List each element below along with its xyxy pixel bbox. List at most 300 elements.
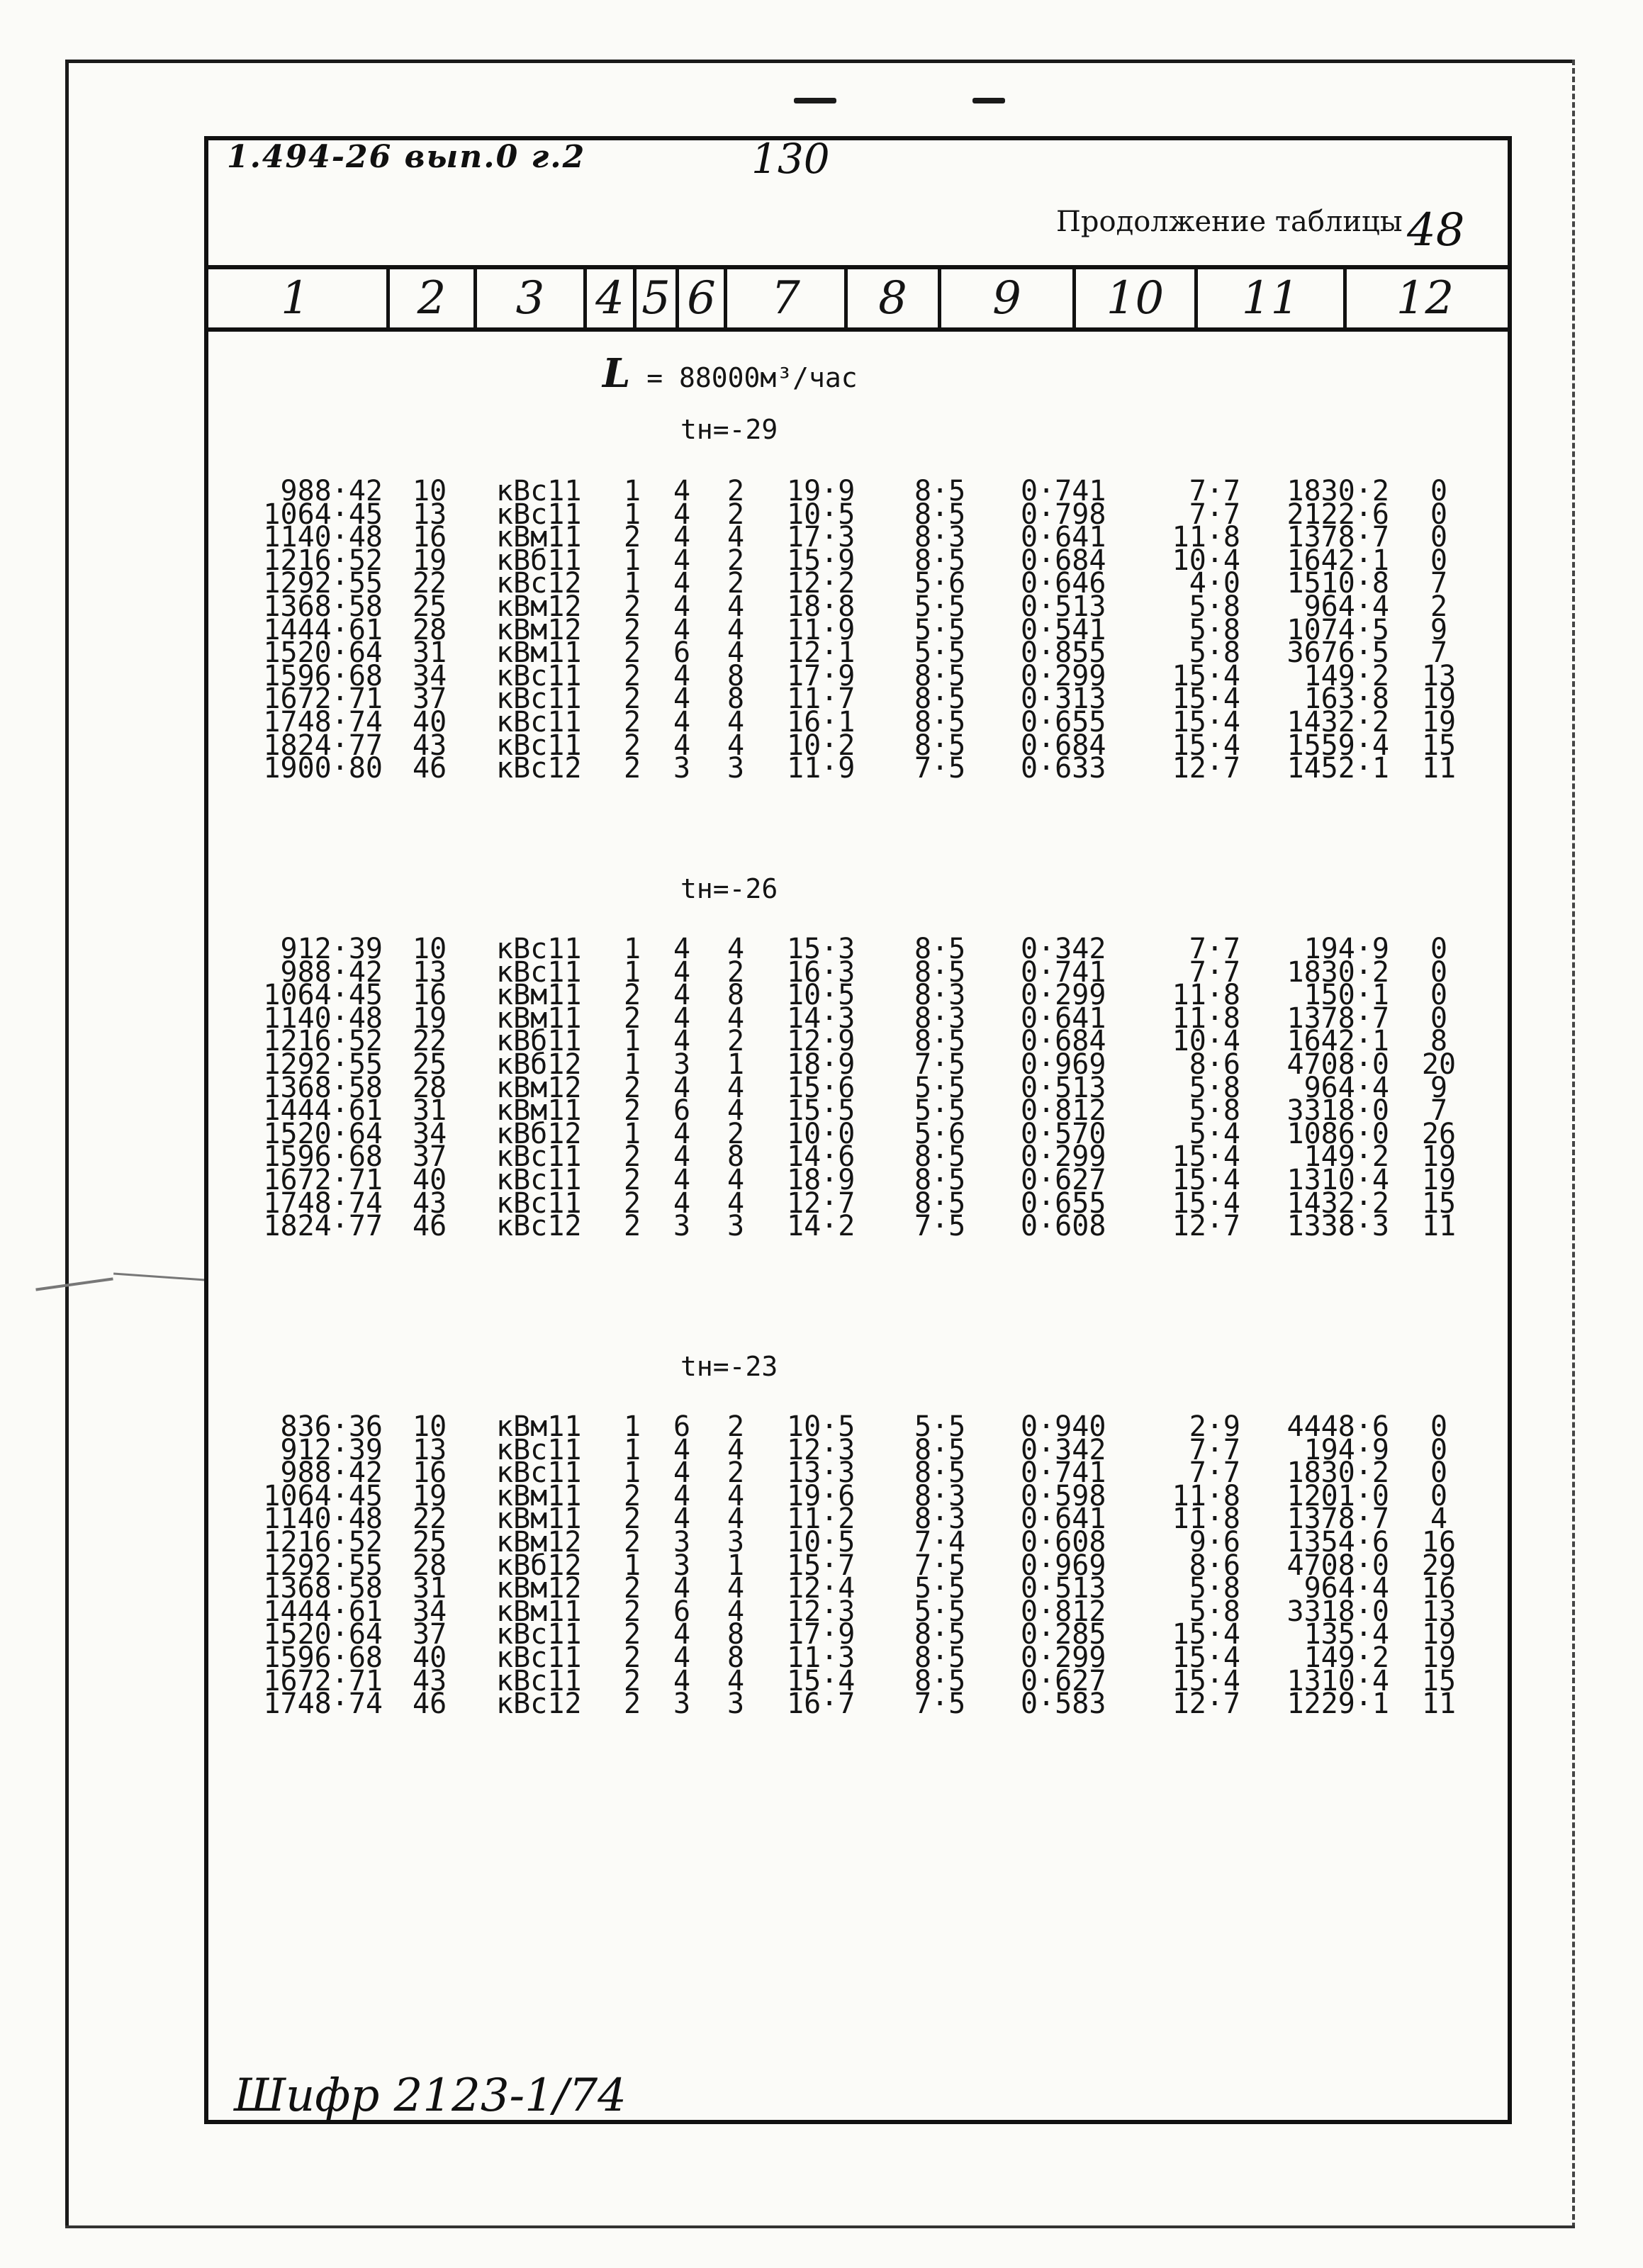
table-cell-col-10: 11·8 xyxy=(1172,1001,1240,1035)
table-cell-col-11: 1074·5 xyxy=(1286,613,1389,646)
table-cell-col-6: 4 xyxy=(727,1094,745,1128)
table-cell-col-5: 4 xyxy=(673,1456,691,1490)
table-cell-col-8: 8·5 xyxy=(914,498,966,531)
table-cell-col-10: 7·7 xyxy=(1189,498,1240,531)
table-cell-col-11: 1378·7 xyxy=(1286,521,1389,554)
table-cell-col-10: 12·7 xyxy=(1172,752,1240,785)
table-cell-col-12: 0 xyxy=(1430,1433,1448,1466)
table-cell-col-7: 13·3 xyxy=(787,1456,856,1490)
table-cell-col-9: 0·855 xyxy=(1021,636,1106,670)
table-cell-col-10: 11·8 xyxy=(1172,1479,1240,1512)
table-cell-col-2: 43 xyxy=(413,729,447,762)
table-cell-col-3: кВс11 xyxy=(496,1164,582,1196)
table-cell-col-7: 11·3 xyxy=(787,1641,856,1674)
table-cell-col-4: 1 xyxy=(623,1549,641,1582)
table-cell-col-10: 5·8 xyxy=(1189,1071,1240,1104)
table-cell-col-6: 2 xyxy=(727,1025,745,1058)
table-cell-col-6: 8 xyxy=(727,1641,745,1674)
table-cell-col-5: 4 xyxy=(673,1117,691,1150)
table-cell-col-8: 8·5 xyxy=(914,1164,966,1196)
table-cell-col-10: 12·7 xyxy=(1172,1210,1240,1243)
table-cell-col-11: 1642·1 xyxy=(1286,1025,1389,1058)
table-cell-col-3: кВс11 xyxy=(496,475,582,507)
table-cell-col-6: 1 xyxy=(727,1048,745,1081)
column-header: 9 xyxy=(941,269,1076,327)
table-cell-col-9: 0·641 xyxy=(1021,1503,1106,1536)
table-cell-col-1: 1824·77 xyxy=(263,729,383,762)
top-dash-mark xyxy=(794,98,836,103)
table-cell-col-5: 4 xyxy=(673,1186,691,1220)
table-cell-col-11: 1378·7 xyxy=(1286,1503,1389,1536)
table-cell-col-1: 1140·48 xyxy=(263,1503,383,1536)
table-cell-col-11: 3318·0 xyxy=(1286,1595,1389,1628)
table-cell-col-7: 19·6 xyxy=(787,1479,856,1512)
table-cell-col-6: 3 xyxy=(727,752,745,785)
table-cell-col-2: 28 xyxy=(413,613,447,646)
table-cell-col-11: 1086·0 xyxy=(1286,1117,1389,1150)
table-cell-col-11: 1452·1 xyxy=(1286,752,1389,785)
table-cell-col-11: 149·2 xyxy=(1303,1641,1389,1674)
table-cell-col-8: 8·5 xyxy=(914,475,966,507)
table-cell-col-6: 4 xyxy=(727,1503,745,1536)
table-cell-col-5: 4 xyxy=(673,1618,691,1651)
table-cell-col-10: 8·6 xyxy=(1189,1549,1240,1582)
table-cell-col-8: 8·5 xyxy=(914,706,966,739)
table-cell-col-11: 1830·2 xyxy=(1286,1456,1389,1490)
table-cell-col-12: 15 xyxy=(1421,729,1457,762)
table-cell-col-2: 25 xyxy=(413,1526,447,1559)
table-cell-col-10: 5·8 xyxy=(1189,1094,1240,1128)
table-cell-col-10: 11·8 xyxy=(1172,521,1240,554)
table-cell-col-7: 10·2 xyxy=(787,729,856,762)
table-cell-col-2: 40 xyxy=(413,1164,447,1196)
table-cell-col-9: 0·513 xyxy=(1021,1071,1106,1104)
table-cell-col-6: 4 xyxy=(727,1433,745,1466)
table-cell-col-11: 163·8 xyxy=(1303,683,1389,716)
table-cell-col-11: 1432·2 xyxy=(1286,1186,1389,1220)
table-cell-col-7: 15·6 xyxy=(787,1071,856,1104)
table-cell-col-10: 5·8 xyxy=(1189,590,1240,623)
table-cell-col-2: 22 xyxy=(413,567,447,600)
table-cell-col-3: кВм12 xyxy=(496,590,582,623)
table-cell-col-8: 8·5 xyxy=(914,1664,966,1697)
table-cell-col-3: кВс11 xyxy=(496,683,582,716)
table-cell-col-6: 3 xyxy=(727,1688,745,1721)
table-cell-col-12: 0 xyxy=(1430,1001,1448,1035)
table-cell-col-12: 0 xyxy=(1430,1479,1448,1512)
table-cell-col-2: 25 xyxy=(413,1048,447,1081)
table-cell-col-5: 4 xyxy=(673,1140,691,1174)
table-cell-col-11: 1830·2 xyxy=(1286,475,1389,507)
table-cell-col-7: 11·7 xyxy=(787,683,856,716)
table-cell-col-1: 912·39 xyxy=(280,933,383,965)
table-cell-col-12: 0 xyxy=(1430,498,1448,531)
table-cell-col-5: 4 xyxy=(673,475,691,507)
table-cell-col-6: 8 xyxy=(727,659,745,692)
table-cell-col-7: 15·3 xyxy=(787,933,856,965)
table-cell-col-9: 0·684 xyxy=(1021,544,1106,577)
table-cell-col-4: 1 xyxy=(623,955,641,989)
outer-frame-bottom-edge xyxy=(65,2225,1575,2228)
table-cell-col-1: 1520·64 xyxy=(263,1117,383,1150)
table-cell-col-10: 8·6 xyxy=(1189,1048,1240,1081)
table-cell-col-10: 15·4 xyxy=(1172,659,1240,692)
table-cell-col-10: 15·4 xyxy=(1172,1164,1240,1196)
table-cell-col-10: 10·4 xyxy=(1172,544,1240,577)
table-cell-col-10: 15·4 xyxy=(1172,1186,1240,1220)
column-header: 2 xyxy=(390,269,477,327)
table-cell-col-7: 18·8 xyxy=(787,590,856,623)
table-cell-col-6: 4 xyxy=(727,590,745,623)
table-cell-col-2: 37 xyxy=(413,1140,447,1174)
table-cell-col-9: 0·684 xyxy=(1021,729,1106,762)
table-cell-col-12: 0 xyxy=(1430,1410,1448,1443)
table-cell-col-1: 1368·58 xyxy=(263,1572,383,1605)
table-cell-col-4: 1 xyxy=(623,933,641,965)
table-cell-col-8: 8·5 xyxy=(914,1433,966,1466)
table-cell-col-4: 1 xyxy=(623,1433,641,1466)
flow-symbol: L xyxy=(602,350,631,397)
table-cell-col-6: 4 xyxy=(727,521,745,554)
table-cell-col-8: 8·5 xyxy=(914,1186,966,1220)
table-cell-col-1: 1748·74 xyxy=(263,1688,383,1721)
table-cell-col-7: 15·9 xyxy=(787,544,856,577)
table-cell-col-4: 1 xyxy=(623,1025,641,1058)
table-cell-col-5: 3 xyxy=(673,1549,691,1582)
table-cell-col-7: 12·7 xyxy=(787,1186,856,1220)
table-cell-col-8: 7·5 xyxy=(914,1549,966,1582)
table-cell-col-11: 1338·3 xyxy=(1286,1210,1389,1243)
table-cell-col-9: 0·641 xyxy=(1021,521,1106,554)
table-cell-col-3: кВс11 xyxy=(496,933,582,965)
table-cell-col-4: 2 xyxy=(623,1664,641,1697)
table-cell-col-4: 2 xyxy=(623,1140,641,1174)
table-cell-col-2: 16 xyxy=(413,979,447,1012)
table-cell-col-6: 2 xyxy=(727,475,745,507)
table-cell-col-12: 7 xyxy=(1430,636,1448,670)
table-cell-col-11: 1201·0 xyxy=(1286,1479,1389,1512)
table-cell-col-4: 2 xyxy=(623,659,641,692)
table-cell-col-1: 1140·48 xyxy=(263,1001,383,1035)
table-cell-col-3: кВм11 xyxy=(496,1094,582,1128)
table-cell-col-2: 13 xyxy=(413,955,447,989)
table-cell-col-12: 11 xyxy=(1421,752,1457,785)
table-cell-col-4: 2 xyxy=(623,1503,641,1536)
column-header: 4 xyxy=(587,269,637,327)
table-cell-col-4: 2 xyxy=(623,1210,641,1243)
table-cell-col-3: кВс11 xyxy=(496,1140,582,1174)
table-cell-col-1: 1216·52 xyxy=(263,1526,383,1559)
table-cell-col-7: 11·9 xyxy=(787,752,856,785)
table-cell-col-4: 2 xyxy=(623,752,641,785)
table-cell-col-5: 4 xyxy=(673,1025,691,1058)
table-cell-col-9: 0·741 xyxy=(1021,1456,1106,1490)
table-cell-col-6: 4 xyxy=(727,1572,745,1605)
table-cell-col-5: 4 xyxy=(673,1001,691,1035)
table-cell-col-1: 1444·61 xyxy=(263,1094,383,1128)
table-cell-col-4: 1 xyxy=(623,1048,641,1081)
table-cell-col-4: 2 xyxy=(623,613,641,646)
table-cell-col-3: кВм11 xyxy=(496,1479,582,1512)
table-row xyxy=(0,1688,1643,1721)
table-cell-col-12: 0 xyxy=(1430,544,1448,577)
table-cell-col-11: 1510·8 xyxy=(1286,567,1389,600)
section-title: tн=-23 xyxy=(680,1351,778,1382)
table-cell-col-5: 4 xyxy=(673,498,691,531)
table-cell-col-10: 5·8 xyxy=(1189,1595,1240,1628)
table-cell-col-1: 912·39 xyxy=(280,1433,383,1466)
table-cell-col-3: кВс11 xyxy=(496,955,582,989)
table-cell-col-1: 1900·80 xyxy=(263,752,383,785)
table-cell-col-1: 1520·64 xyxy=(263,636,383,670)
table-cell-col-6: 4 xyxy=(727,933,745,965)
column-header: 10 xyxy=(1076,269,1198,327)
table-cell-col-11: 4708·0 xyxy=(1286,1048,1389,1081)
table-cell-col-1: 1140·48 xyxy=(263,521,383,554)
table-cell-col-8: 7·5 xyxy=(914,1210,966,1243)
table-cell-col-1: 1520·64 xyxy=(263,1618,383,1651)
table-cell-col-1: 1444·61 xyxy=(263,613,383,646)
table-cell-col-8: 5·6 xyxy=(914,1117,966,1150)
table-cell-col-6: 8 xyxy=(727,1618,745,1651)
table-cell-col-3: кВм12 xyxy=(496,613,582,646)
table-cell-col-8: 8·5 xyxy=(914,1140,966,1174)
table-cell-col-2: 46 xyxy=(413,1210,447,1243)
table-cell-col-9: 0·741 xyxy=(1021,475,1106,507)
table-cell-col-6: 4 xyxy=(727,729,745,762)
table-cell-col-10: 15·4 xyxy=(1172,1664,1240,1697)
table-cell-col-7: 10·5 xyxy=(787,1526,856,1559)
table-cell-col-10: 11·8 xyxy=(1172,1503,1240,1536)
table-cell-col-7: 12·3 xyxy=(787,1595,856,1628)
table-cell-col-9: 0·969 xyxy=(1021,1048,1106,1081)
table-cell-col-3: кВс12 xyxy=(496,752,582,785)
table-cell-col-1: 1292·55 xyxy=(263,1549,383,1582)
table-cell-col-12: 19 xyxy=(1421,683,1457,716)
table-cell-col-6: 2 xyxy=(727,955,745,989)
table-cell-col-2: 34 xyxy=(413,1595,447,1628)
table-cell-col-11: 1229·1 xyxy=(1286,1688,1389,1721)
table-row xyxy=(0,1210,1643,1243)
table-cell-col-7: 17·9 xyxy=(787,659,856,692)
table-cell-col-7: 12·2 xyxy=(787,567,856,600)
table-cell-col-4: 1 xyxy=(623,567,641,600)
table-cell-col-5: 4 xyxy=(673,706,691,739)
table-cell-col-10: 7·7 xyxy=(1189,933,1240,965)
table-cell-col-1: 1444·61 xyxy=(263,1595,383,1628)
table-cell-col-9: 0·342 xyxy=(1021,933,1106,965)
table-cell-col-12: 0 xyxy=(1430,521,1448,554)
table-cell-col-8: 8·5 xyxy=(914,1618,966,1651)
table-cell-col-1: 1596·68 xyxy=(263,1641,383,1674)
table-cell-col-10: 5·4 xyxy=(1189,1117,1240,1150)
table-cell-col-12: 9 xyxy=(1430,613,1448,646)
column-header-row xyxy=(204,265,1512,332)
table-cell-col-8: 5·5 xyxy=(914,1410,966,1443)
table-cell-col-2: 34 xyxy=(413,1117,447,1150)
table-cell-col-4: 2 xyxy=(623,1001,641,1035)
table-cell-col-2: 13 xyxy=(413,1433,447,1466)
table-cell-col-12: 19 xyxy=(1421,1164,1457,1196)
table-cell-col-2: 28 xyxy=(413,1549,447,1582)
table-cell-col-8: 8·3 xyxy=(914,521,966,554)
table-cell-col-12: 19 xyxy=(1421,1618,1457,1651)
table-cell-col-1: 1216·52 xyxy=(263,1025,383,1058)
table-cell-col-3: кВм12 xyxy=(496,1071,582,1104)
table-cell-col-12: 16 xyxy=(1421,1572,1457,1605)
table-cell-col-3: кВс11 xyxy=(496,498,582,531)
table-cell-col-4: 1 xyxy=(623,1410,641,1443)
table-cell-col-3: кВм11 xyxy=(496,521,582,554)
table-cell-col-5: 4 xyxy=(673,683,691,716)
table-cell-col-3: кВб12 xyxy=(496,1048,582,1081)
table-cell-col-8: 5·5 xyxy=(914,1071,966,1104)
table-cell-col-9: 0·641 xyxy=(1021,1001,1106,1035)
table-cell-col-6: 2 xyxy=(727,498,745,531)
table-cell-col-7: 15·5 xyxy=(787,1094,856,1128)
table-cell-col-2: 31 xyxy=(413,1094,447,1128)
table-cell-col-6: 4 xyxy=(727,636,745,670)
table-cell-col-4: 2 xyxy=(623,1595,641,1628)
table-cell-col-7: 11·2 xyxy=(787,1503,856,1536)
table-cell-col-6: 2 xyxy=(727,544,745,577)
table-cell-col-3: кВм11 xyxy=(496,1503,582,1536)
table-cell-col-8: 5·5 xyxy=(914,1572,966,1605)
column-header: 6 xyxy=(679,269,727,327)
table-cell-col-9: 0·513 xyxy=(1021,1572,1106,1605)
table-cell-col-10: 5·8 xyxy=(1189,1572,1240,1605)
table-cell-col-1: 1216·52 xyxy=(263,544,383,577)
table-cell-col-9: 0·541 xyxy=(1021,613,1106,646)
table-cell-col-8: 8·3 xyxy=(914,979,966,1012)
table-cell-col-10: 5·8 xyxy=(1189,636,1240,670)
table-cell-col-8: 5·5 xyxy=(914,1595,966,1628)
table-cell-col-12: 8 xyxy=(1430,1025,1448,1058)
table-cell-col-9: 0·646 xyxy=(1021,567,1106,600)
table-cell-col-11: 135·4 xyxy=(1303,1618,1389,1651)
table-cell-col-1: 1672·71 xyxy=(263,1164,383,1196)
table-cell-col-8: 8·5 xyxy=(914,933,966,965)
table-cell-col-9: 0·342 xyxy=(1021,1433,1106,1466)
table-cell-col-7: 10·5 xyxy=(787,979,856,1012)
table-cell-col-8: 5·5 xyxy=(914,590,966,623)
table-cell-col-5: 3 xyxy=(673,1048,691,1081)
table-cell-col-7: 15·4 xyxy=(787,1664,856,1697)
table-cell-col-6: 8 xyxy=(727,979,745,1012)
table-cell-col-9: 0·570 xyxy=(1021,1117,1106,1150)
table-cell-col-9: 0·513 xyxy=(1021,590,1106,623)
table-cell-col-6: 2 xyxy=(727,1410,745,1443)
table-cell-col-10: 12·7 xyxy=(1172,1688,1240,1721)
table-cell-col-6: 4 xyxy=(727,1479,745,1512)
table-cell-col-12: 0 xyxy=(1430,475,1448,507)
column-header: 3 xyxy=(477,269,587,327)
table-cell-col-8: 8·3 xyxy=(914,1001,966,1035)
table-cell-col-4: 2 xyxy=(623,729,641,762)
table-cell-col-12: 11 xyxy=(1421,1688,1457,1721)
table-cell-col-4: 2 xyxy=(623,1641,641,1674)
table-cell-col-4: 2 xyxy=(623,683,641,716)
table-cell-col-4: 2 xyxy=(623,1071,641,1104)
table-cell-col-2: 28 xyxy=(413,1071,447,1104)
table-cell-col-12: 9 xyxy=(1430,1071,1448,1104)
table-cell-col-5: 4 xyxy=(673,1071,691,1104)
table-cell-col-1: 1292·55 xyxy=(263,567,383,600)
table-cell-col-7: 10·0 xyxy=(787,1117,856,1150)
table-cell-col-3: кВб12 xyxy=(496,1117,582,1150)
flow-rate-line xyxy=(602,350,858,397)
table-cell-col-2: 43 xyxy=(413,1186,447,1220)
table-cell-col-3: кВм11 xyxy=(496,636,582,670)
table-cell-col-2: 37 xyxy=(413,683,447,716)
table-cell-col-6: 4 xyxy=(727,1164,745,1196)
table-cell-col-7: 11·9 xyxy=(787,613,856,646)
top-dash-mark xyxy=(972,98,1005,103)
table-cell-col-5: 4 xyxy=(673,729,691,762)
table-cell-col-3: кВм11 xyxy=(496,979,582,1012)
table-cell-col-3: кВм11 xyxy=(496,1001,582,1035)
cipher-code: Шифр 2123-1/74 xyxy=(234,2070,627,2122)
column-header: 7 xyxy=(727,269,848,327)
table-cell-col-6: 3 xyxy=(727,1210,745,1243)
table-cell-col-4: 2 xyxy=(623,1618,641,1651)
table-cell-col-7: 12·3 xyxy=(787,1433,856,1466)
table-cell-col-5: 4 xyxy=(673,1572,691,1605)
table-cell-col-3: кВм12 xyxy=(496,1526,582,1559)
table-cell-col-10: 9·6 xyxy=(1189,1526,1240,1559)
table-cell-col-4: 2 xyxy=(623,1572,641,1605)
table-cell-col-12: 15 xyxy=(1421,1186,1457,1220)
table-cell-col-11: 4708·0 xyxy=(1286,1549,1389,1582)
table-cell-col-4: 1 xyxy=(623,544,641,577)
table-cell-col-11: 3318·0 xyxy=(1286,1094,1389,1128)
table-cell-col-5: 3 xyxy=(673,752,691,785)
table-cell-col-12: 15 xyxy=(1421,1664,1457,1697)
table-cell-col-9: 0·598 xyxy=(1021,1479,1106,1512)
table-cell-col-1: 1748·74 xyxy=(263,706,383,739)
table-cell-col-1: 836·36 xyxy=(280,1410,383,1443)
table-cell-col-6: 2 xyxy=(727,1117,745,1150)
table-cell-col-11: 1559·4 xyxy=(1286,729,1389,762)
continuation-label: Продолжение таблицы xyxy=(1056,206,1403,238)
table-cell-col-5: 4 xyxy=(673,1503,691,1536)
table-cell-col-4: 2 xyxy=(623,979,641,1012)
table-cell-col-3: кВс12 xyxy=(496,1688,582,1721)
table-cell-col-2: 46 xyxy=(413,752,447,785)
table-cell-col-7: 10·5 xyxy=(787,1410,856,1443)
table-cell-col-11: 2122·6 xyxy=(1286,498,1389,531)
table-cell-col-5: 4 xyxy=(673,1641,691,1674)
table-cell-col-2: 16 xyxy=(413,1456,447,1490)
table-cell-col-1: 1368·58 xyxy=(263,590,383,623)
table-cell-col-9: 0·313 xyxy=(1021,683,1106,716)
table-cell-col-11: 150·1 xyxy=(1303,979,1389,1012)
table-cell-col-12: 11 xyxy=(1421,1210,1457,1243)
table-cell-col-8: 7·5 xyxy=(914,1688,966,1721)
table-number: 48 xyxy=(1407,204,1465,257)
table-cell-col-10: 4·0 xyxy=(1189,567,1240,600)
table-cell-col-9: 0·684 xyxy=(1021,1025,1106,1058)
table-cell-col-4: 2 xyxy=(623,706,641,739)
table-cell-col-2: 10 xyxy=(413,475,447,507)
table-cell-col-1: 1824·77 xyxy=(263,1210,383,1243)
table-cell-col-10: 15·4 xyxy=(1172,729,1240,762)
table-cell-col-1: 1064·45 xyxy=(263,498,383,531)
table-cell-col-9: 0·812 xyxy=(1021,1094,1106,1128)
table-cell-col-6: 2 xyxy=(727,1456,745,1490)
table-cell-col-7: 16·1 xyxy=(787,706,856,739)
table-cell-col-2: 37 xyxy=(413,1618,447,1651)
